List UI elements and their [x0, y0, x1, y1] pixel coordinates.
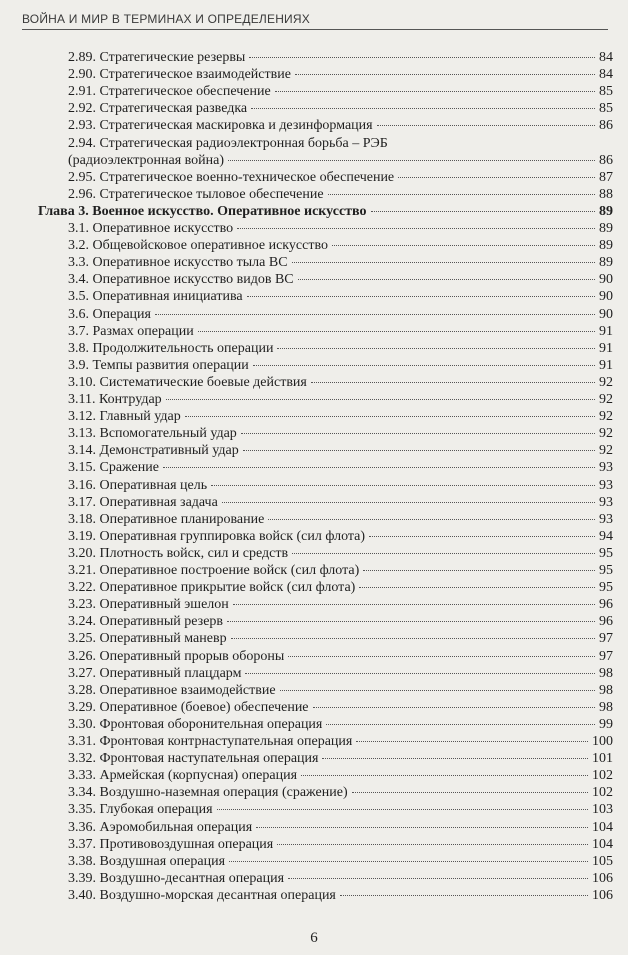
toc-entry-page: 90 — [599, 272, 613, 288]
toc-entry-title: 3.15. Сражение — [68, 460, 159, 476]
dot-leader — [243, 450, 595, 451]
toc-entry-page: 106 — [592, 870, 613, 886]
dot-leader — [363, 570, 595, 571]
running-header: ВОЙНА И МИР В ТЕРМИНАХ И ОПРЕДЕЛЕНИЯХ — [22, 12, 608, 30]
toc-entry-page: 86 — [599, 118, 613, 134]
toc-entry-title: 3.9. Темпы развития операции — [68, 357, 249, 373]
dot-leader — [369, 536, 595, 537]
dot-leader — [311, 382, 595, 383]
toc-entry-title: 3.30. Фронтовая оборонительная операция — [68, 716, 323, 732]
toc-entry-page: 96 — [599, 597, 613, 613]
dot-leader — [292, 262, 595, 263]
toc-entry-page: 89 — [599, 203, 613, 219]
dot-leader — [245, 673, 595, 674]
toc-entry-title: 3.7. Размах операции — [68, 323, 194, 339]
toc-entry-page: 92 — [599, 409, 613, 425]
dot-leader — [268, 519, 595, 520]
toc-entry-title: 3.18. Оперативное планирование — [68, 511, 265, 527]
dot-leader — [277, 844, 588, 845]
toc-entry-page: 88 — [599, 186, 613, 202]
toc-entry-title: Глава 3. Военное искусство. Оперативное искусство — [38, 203, 367, 219]
toc-entry-page: 93 — [599, 494, 613, 510]
toc-entry-title: 2.91. Стратегическое обеспечение — [68, 84, 271, 100]
toc-entry-title: 3.40. Воздушно-морская десантная операция — [68, 887, 336, 903]
dot-leader — [352, 792, 588, 793]
toc-entry-title: 2.96. Стратегическое тыловое обеспечение — [68, 186, 324, 202]
toc-entry-title: 3.16. Оперативная цель — [68, 477, 208, 493]
toc-entry-title: 3.5. Оперативная инициатива — [68, 289, 243, 305]
toc-entry-page: 104 — [592, 819, 613, 835]
toc-entry-page: 90 — [599, 289, 613, 305]
toc-entry-title: 3.29. Оперативное (боевое) обеспечение — [68, 699, 309, 715]
toc-entry-page: 101 — [592, 751, 613, 767]
toc-entry-title: 3.12. Главный удар — [68, 409, 181, 425]
dot-leader — [298, 279, 595, 280]
toc-entry-title: 3.32. Фронтовая наступательная операция — [68, 751, 319, 767]
dot-leader — [217, 809, 588, 810]
toc-entry-page: 97 — [599, 648, 613, 664]
toc-entry-page: 102 — [592, 785, 613, 801]
dot-leader — [185, 416, 595, 417]
toc-entry-page: 99 — [599, 716, 613, 732]
dot-leader — [231, 638, 595, 639]
dot-leader — [313, 707, 595, 708]
toc-entry-page: 90 — [599, 306, 613, 322]
dot-leader — [241, 433, 595, 434]
toc-entry-page: 92 — [599, 426, 613, 442]
toc-entry-page: 95 — [599, 580, 613, 596]
dot-leader — [166, 399, 595, 400]
toc-entry-title: 3.28. Оперативное взаимодействие — [68, 682, 276, 698]
toc-entry-title: 3.13. Вспомогательный удар — [68, 426, 237, 442]
toc-entry-page: 85 — [599, 84, 613, 100]
toc-entry-page: 95 — [599, 563, 613, 578]
dot-leader — [292, 553, 595, 554]
toc-entry-title: 3.34. Воздушно-наземная операция (сражение) — [68, 785, 348, 801]
toc-entry-page: 98 — [599, 682, 613, 698]
toc-entry-title: 3.38. Воздушная операция — [68, 853, 226, 869]
toc-entry-title: 3.23. Оперативный эшелон — [68, 597, 229, 613]
toc-entry-title: 3.35. Глубокая операция — [68, 802, 213, 818]
dot-leader — [155, 314, 595, 315]
toc-entry-title: 3.2. Общевойсковое оперативное искусство — [68, 238, 328, 254]
dot-leader — [371, 211, 596, 212]
toc-entry-title: 3.33. Армейская (корпусная) операция — [68, 768, 298, 784]
toc-entry-title: 3.1. Оперативное искусство — [68, 221, 234, 236]
dot-leader — [237, 228, 595, 229]
toc-entry-page: 84 — [599, 50, 613, 65]
toc-entry-title: 3.11. Контрудар — [68, 392, 162, 407]
dot-leader — [227, 621, 595, 622]
dot-leader — [222, 502, 595, 503]
toc-entry-title: 3.26. Оперативный прорыв обороны — [68, 648, 285, 664]
toc-entry-title-continued: (радиоэлектронная война) — [68, 152, 225, 168]
toc-entry-title: 3.17. Оперативная задача — [68, 494, 218, 510]
dot-leader — [277, 348, 595, 349]
toc-entry-title: 2.90. Стратегическое взаимодействие — [68, 67, 291, 83]
toc-entry-title: 2.95. Стратегическое военно-техническое обеспечение — [68, 169, 395, 185]
toc-entry-page: 96 — [599, 614, 613, 630]
toc-entry-title: 3.14. Демонстративный удар — [68, 443, 239, 459]
toc-entry-page: 106 — [592, 887, 613, 903]
toc-entry-title: 3.19. Оперативная группировка войск (сил флота) — [68, 528, 366, 544]
toc-entry-title: 3.3. Оперативное искусство тыла ВС — [68, 255, 288, 271]
toc-entry-page: 91 — [599, 323, 613, 339]
toc-entry-page: 100 — [592, 734, 613, 749]
toc-entry-title: 3.20. Плотность войск, сил и средств — [68, 545, 289, 561]
toc-entry-page: 93 — [599, 511, 613, 527]
dot-leader — [198, 331, 595, 332]
toc-entry-page: 105 — [592, 853, 613, 869]
toc-entry-page: 93 — [599, 477, 613, 493]
toc-entry-title: 3.24. Оперативный резерв — [68, 614, 224, 630]
dot-leader — [288, 878, 588, 879]
toc-entry-title: 2.89. Стратегические резервы — [68, 50, 246, 65]
page-number: 6 — [310, 930, 318, 946]
toc-entry-page: 92 — [599, 392, 613, 407]
dot-leader — [253, 365, 595, 366]
dot-leader — [251, 108, 595, 109]
dot-leader — [326, 724, 595, 725]
toc-entry-title: 3.27. Оперативный плацдарм — [68, 665, 242, 681]
toc-entry-title: 3.22. Оперативное прикрытие войск (сил флота) — [68, 580, 356, 596]
dot-leader — [228, 160, 595, 161]
dot-leader — [340, 895, 588, 896]
dot-leader — [356, 741, 588, 742]
toc-entry-page: 89 — [599, 221, 613, 236]
toc-entry-page: 97 — [599, 631, 613, 647]
dot-leader — [256, 827, 588, 828]
toc-entry-title: 3.36. Аэромобильная операция — [68, 819, 253, 835]
toc-entry-page: 103 — [592, 802, 613, 818]
toc-entry-title: 3.4. Оперативное искусство видов ВС — [68, 272, 294, 288]
toc-entry-title: 3.6. Операция — [68, 306, 151, 322]
toc-entry-page: 91 — [599, 357, 613, 373]
dot-leader — [249, 57, 595, 58]
dot-leader — [211, 485, 595, 486]
toc-entry-page: 98 — [599, 699, 613, 715]
toc-entry-page: 98 — [599, 665, 613, 681]
toc-entry-title: 3.39. Воздушно-десантная операция — [68, 870, 285, 886]
toc-entry-title: 3.31. Фронтовая контрнаступательная операция — [68, 734, 353, 749]
toc-entry-title: 2.92. Стратегическая разведка — [68, 101, 248, 117]
toc-entry-page: 89 — [599, 238, 613, 254]
toc-entry-page: 94 — [599, 528, 613, 544]
toc-entry-title: 2.93. Стратегическая маскировка и дезинформация — [68, 118, 373, 134]
dot-leader — [288, 656, 595, 657]
toc-entry-page: 86 — [599, 152, 613, 168]
toc-entry-title: 3.10. Систематические боевые действия — [68, 374, 307, 390]
dot-leader — [163, 467, 595, 468]
dot-leader — [295, 74, 595, 75]
toc-entry-title: 2.94. Стратегическая радиоэлектронная борьба – РЭБ — [68, 135, 388, 151]
dot-leader — [322, 758, 588, 759]
dot-leader — [247, 296, 595, 297]
dot-leader — [301, 775, 588, 776]
dot-leader — [275, 91, 595, 92]
toc-entry-title: 3.37. Противовоздушная операция — [68, 836, 274, 852]
dot-leader — [332, 245, 595, 246]
dot-leader — [359, 587, 595, 588]
dot-leader — [328, 194, 595, 195]
toc-entry-page: 87 — [599, 169, 613, 185]
toc-entry-page: 91 — [599, 340, 613, 356]
dot-leader — [229, 861, 588, 862]
dot-leader — [377, 125, 595, 126]
toc-entry-page: 95 — [599, 545, 613, 561]
dot-leader — [398, 177, 595, 178]
dot-leader — [280, 690, 595, 691]
toc-entry-title: 3.8. Продолжительность операции — [68, 340, 274, 356]
toc-entry-page: 104 — [592, 836, 613, 852]
toc-entry-page: 92 — [599, 374, 613, 390]
toc-entry-page: 93 — [599, 460, 613, 476]
toc-entry-page: 84 — [599, 67, 613, 83]
toc-entry-title: 3.21. Оперативное построение войск (сил флота) — [68, 563, 360, 578]
toc-entry-page: 102 — [592, 768, 613, 784]
toc-entry-page: 92 — [599, 443, 613, 459]
toc-entry-page: 89 — [599, 255, 613, 271]
toc-entry-title: 3.25. Оперативный маневр — [68, 631, 227, 647]
dot-leader — [233, 604, 595, 605]
toc-entry-page: 85 — [599, 101, 613, 117]
